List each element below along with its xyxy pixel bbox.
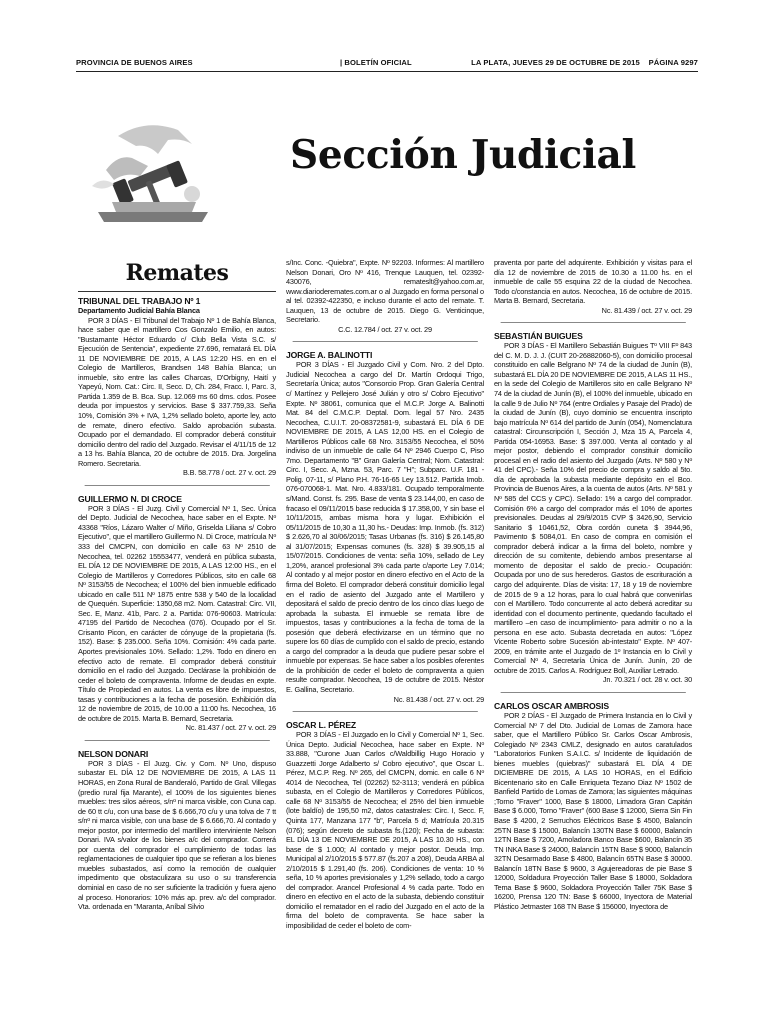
notice-body: POR 3 DÍAS - El Juzg. Civ. y Com. Nº Uno, dispuso subastar EL DÍA 12 DE NOVIEMBRE DE 2015, A LAS 11 HORAS, en Zona Rural de Banderaló, Partido de Gral. Villegas (predio rural fija Marante), el 100% de los siguientes bienes muebles: tres silos aéreos, s/nº ni marca visible, con Cuna cap. de 60 tt c/u, con una base de $ 6.666,70 c/u y una tolva de 7 tt s/nº ni marca visible, con una base de $ 6.666,70. Al contado y mejor postor, por intermedio del martillero interviniente Nelson Donari. IVA s/valor de los bienes a/c del comprador. Correrá por cuenta del comprador el cumplimiento de todas las reglamentaciones de cualquier tipo que se refieran a los bienes muebles subastados, así como la remoción de cualquier impedimento que obstaculizara su uso o su transferencia dominial en caso de no ser suficiente la tradición y fuera ajeno al proceso. Honorarios: 10% más ap. prev. a/c del comprador. Vta. ordenada en "Maranta, Aníbal Silvio (78, 758, 276, 912)
notice-heading: SEBASTIÁN BUIGUES (494, 331, 583, 342)
notice-signature: B.B. 58.778 / oct. 27 v. oct. 29 (182, 468, 276, 478)
notice-heading: OSCAR L. PÉREZ (286, 720, 356, 731)
notice-signature: Nc. 81.437 / oct. 27 v. oct. 29 (185, 723, 276, 733)
notice-heading: GUILLERMO N. DI CROCE (78, 493, 182, 504)
notice-body: POR 3 DÍAS - El Juzg. Civil y Comercial Nº 1, Sec. Única del Depto. Judicial de Necochea, hace saber en el Expte. Nº 43368 "Ríos, Lázaro Walter c/ Miño, Griselda Liliana s/ Cobro Ejecutivo", que el martillero Guillermo N. Di Croce, matrícula Nº 333 del CMCPN, con domicilio en calle 63 Nº 2510 de Necochea, tel. 02262 15553477, venderá en pública subasta, EL DÍA 12 DE NOVIEMBRE DE 2015, A LAS 12:00 HS., en el Colegio de Martilleros y Corredores Públicos, sito en calle 68 Nº 3153/55 de Necochea; el 100% del bien inmueble edificado ubicado en calle 511 Nº 1875 entre 538 y 540 de la localidad de Quequén. Superficie: 1350,68 m2. Nom. Catastral: Circ. VII, Sec. E, Manz. 41b, Parc. 2 a. Partida: 076-90603. Matrícula: 47195 del Partido de Necochea (076). Ocupado por el Sr. Crisanto Picon, en carácter de cónyuge de la propietaria (fs. 152). Base: $ 235.000. Seña 10%. Comisión: 4% cada parte. Aportes previsionales 10%. Sellado: 1,2%. Todo en dinero en efectivo acto de remate. El comprador deberá constituir domicilio en el radio del Juzgado. Declárase la prohibición de ceder el boleto de compraventa. Informe de deudas en expte. Título de Propiedad en autos. La venta es libre de impuestos, tasas y contribuciones a la fecha de posesión. Exhibición día 12 de noviembre de 2015, de 10.00 a 11:00 hs. Necochea, 16 de octubre de 2015. Marta B. Bernard, Secretaria. (78, 503, 276, 723)
bulletin-label: | BOLETÍN OFICIAL (340, 58, 412, 67)
notice-continuation: s/Inc. Conc. -Quiebra", Expte. Nº 92203. Informes: Al martillero Nelson Donari, Oro Nº 416, Trenque Lauquen, tel. 02392-430076, remateslt@yahoo.com.ar, www.diarioderemates.com.ar o al Juzgado en forma personal o al tel. 02392-422350, e incluso durante el acto del remate. T. Lauquen, 13 de octubre de 2015. Diego G. Venticinque, Secretario. (286, 258, 484, 325)
notice-body: POR 2 DÍAS - El Juzgado de Primera Instancia en lo Civil y Comercial Nº 7 del Dto. Judicial de Lomas de Zamora hace saber, que el Martillero Público Sr. Carlos Oscar Ambrosis, Colegiado Nº 2343 CMLZ, designado en autos caratulados "Laboratorios Funken S.A.I.C. s/ Incidente de liquidación de bienes muebles (quiebras)" subastará EL DÍA 4 DE DICIEMBRE DE 2015, A LAS 10 HORAS, en el Edificio Bicentenario sito en Calle Enriqueta Tezano Diaz Nº 1502 de Banfield Partido de Lomas de Zamora; las siguientes máquinas ;Torno "Fraver" 1000, Base $ 18000, Limadora Gran Capitán Base $ 6.000, Torno "Fraver" (600 Base $ 12000, Sierra Sin Fin Base $ 4200, 2 Serruchos Eléctricos Base $ 4500, Balancín 25TN Base $ 15000, Balancín 130TN Base $ 60000, Balancín 12TN Base $ 7200, Amoladora Banco Base $600, Balancín 35 TN INKA Base $ 24000, Balancín 15TN Base $ 9000, Balancín 32TN Desarmado Base $ 4800, Balancín 65TN Base $ 30000. Balancín 18TN Base $ 9600, 3 Agujereadoras de pie Base $ 12000, Soldadura Proyección Taller Base $ 18000, Soldadora Tema Base $ 9600, Soldadora Proyección Taller 75K Base $ 16200, Prensa 120 TN: Base $ 66000, Inyectora de Material Plástico Jetmaster 168 TN Base $ 156000, Inyectora de (494, 710, 692, 911)
remates-heading: Remates (125, 260, 229, 286)
notice-body: POR 3 DÍAS - El Martillero Sebastián Buigues Tº VIII Fº 843 del C. M. D. J. J. (CUIT 20-26882060-5), con domicilio procesal constituido en calle Belgrano Nº 74 de la ciudad de Junín (B), subastará EL DÍA 20 DE NOVIEMBRE DE 2015, A LAS 11 HS., en la sede del Colegio de Martilleros sito en calle Belgrano Nº 74 de la ciudad de Junín (B), el 100% del inmueble, ubicado en la calle 9 de Julio Nº 764 (entre Ordiales y Pasaje del Prado) de la ciudad de Junín (B), cuyo dominio se encuentra inscripto bajo matrícula Nº 614 del partido de Junín (054), Nomenclatura catastral: Circunscripción I, Sección J, Mza 15 A, Parcela 4, Partida 054-16953. Base: $ 397.000. Venta al contado y al mejor postor, debiendo el comprador constituir domicilio procesal en el radio del asiento del Juzgado (Arts. Nº 580 y Nº 41 del CPC).- Seña 10% del precio de compra y saldo al 5to. día de aprobada la subasta mediante depósito en el Bco. Provincia de Buenos Aires, a la cuenta de autos (Arts. Nº 581 y Nº 585 del CCS y CPC). Sellado: 1% a cargo del comprador. Comisión 6% a cargo del comprador más el 10% de aportes previsionales. Deudas al 29/9/2015 CVP $ 3426,90, Servicio Sanitario $ 10461,52, Obra cordón cuneta $ 3944,96, Pavimento $ 5084,01. En caso de compra en comisión el comprador deberá indicar a la firma del boleto, nombre y dirección de su comitente, debiendo ambos presentarse al momento de depositar el saldo de precio.- Ocupación: Ocupada por uno de sus herederos. Gastos de escrituración a cargo del adquirente. Días de visita: 17, 18 y 19 de noviembre de 2015 de 9 a 12 horas, para lo cual habrá que convenirlas con el Martillero. Todo concurrente al acto deberá acreditar su identidad con el documento pertinente, quedando facultado el martillero –en caso de incumplimiento- para admitir o no a la persona en ese acto. Subasta decretada en autos: "López Vicente Roberto sobre Sucesión ab-intestato" Expte. Nº 407-2009, en trámite ante el Juzgado de 1º Instancia en lo Civil y Comercial Nº 4, Secretaría Única de Junín. Junín, 20 de octubre de 2015. Carlos A. Rodríguez Boll, Auxiliar Letrado. (494, 341, 692, 675)
notice-heading: NELSON DONARI (78, 748, 149, 759)
page-number: PÁGINA 9297 (648, 58, 698, 67)
notice-heading: JORGE A. BALINOTTI (286, 350, 373, 361)
notice-body: POR 3 DÍAS - El Tribunal del Trabajo Nº 1 de Bahía Blanca, hace saber que el martillero Cos Gonzalo Emilio, en autos: "Bustamante Héctor Eduardo c/ Club Bella Vista S.C. s/ Ejecución de Sentencia", expediente 27.696, rematará EL DÍA 11 DE NOVIEMBRE DE 2015, A LAS 12:20 HS. en en el Colegio de Martilleros, Brandsen 148 Bahía Blanca; un inmueble, sito entre las calles Charcas, D'Orbigny, Haití y Yapeyú, Nom. Cat.: Circ. II, Secc. D, Ch. 284, Fracc. I, Parc. 3, Partida 1.359 de B. Bca. Sup. 12.069 ms 60 dms. cdos. Posee deuda por impuestos y servicios. Base $ 337.759,33. Seña 10%, Comisión 3% + IVA, 1,2% sellado boleto, aporte ley, acto de remate, dinero efectivo. Saldo aprobación subasta. Ocupado por el demandado. El comprador deberá constituir domicilio dentro del radio del Juzgado. Revisar el 4/11/15 de 12 a 13 hs. Bahía Blanca, 20 de octubre de 2015. Dra. Jorgelina Romero. Secretaria. (78, 315, 276, 468)
notice-body: POR 3 DÍAS - El Juzgado Civil y Com. Nro. 2 del Dpto. Judicial Necochea a cargo del Dr. Martín Ordoqui Trigo, Secretaría Única; autos "Consorcio Prop. Gran Galería Central c/ Martínez y Pellejero José Julián y otro s/ Cobro Ejecutivo" Expte. Nº 38061, comunica que el M.C.P. Jorge A. Balinotti Mat. 84 del C.M.C.P. Deptal. Dom. legal 57 Nro. 2435 Necochea, C.U.I.T. 20-08372581-9, subastará EL DÍA 6 DE NOVIEMBRE DE 2015, A LAS 12,00 HS. en el Colegio de Martilleros Públicos calle 68 Nro. 3153/55 Necochea, el 50% indiviso de un inmueble de calle 64 Nº 2946 Cuerpo C, Piso 7mo. Departamento "B" Gran Galería Central; Nom. Catastral: Circ. I, Secc. A, Mzna. 53, Parc. 7 "H"; Subparc. U.F. 181 - Polig. 07-11, s/ Plano P.H. 76-16-65 Ley 13.512. Partida Imob. 076-070068-1. Mat. Nro. 4.833/181. Ocupado temporalmente s/Mand. Const. fs. 295. Base de venta $ 23.144,00, en caso de fracaso el 09/11/2015 base reducida $ 17.358,00, Y sin base el 10/11/2015, ambas misma hora y lugar. Exhibición el 05/11/2015 de 10,30 a 11,30 hs.- Deudas: Imp. Inmob. (fs. 312) $ 2.626,70 al 30/06/2015; Tasas Urbanas (fs. 316) $ 26.145,80 al 31/07/2015; Expensas comunes (fs. 328) $ 39.905,15 al 15/07/2015. Condiciones de venta: seña 10%, sellado de Ley 1,20%, arancel profesional 3% cada parte c/aporte Ley 7.014; Al contado y al mejor postor en dinero efectivo en el Acto de la firma del Boleto. El comprador deberá constituir domicilio legal en el radio de asiento del Juzgado ante el Martillero y depositará el saldo de precio dentro de los cinco días luego de aprobada la subasta. El inmueble se remata libre de impuestos, tasas y contribuciones a la fecha de toma de la posesión que deberá efectivizarse en un término que no supere los 60 días de cumplido con el saldo de precio, estando a cargo del comprador a la deuda que pudiere pesar sobre el inmueble por expensas. Se hace saber a los posibles oferentes de la prohibición de ceder el boleto de compraventa a quien resulte comprador. Necochea, 19 de octubre de 2015. Néstor E. Gallina, Secretario. (286, 360, 484, 694)
notice-separator: ——————————————————————————— (500, 317, 686, 327)
notice-continuation: praventa por parte del adquirente. Exhibición y visitas para el día 12 de noviembre de 2015 de 10.30 a 11.00 hs. en el inmueble de calle 55 esquina 22 de la ciudad de Necochea. Todo c/constancia en autos. Necochea, 16 de octubre de 2015. Marta B. Bernard, Secretaria. (494, 258, 692, 306)
notice-heading: TRIBUNAL DEL TRABAJO Nº 1 (78, 296, 201, 306)
notice-signature: Jn. 70.321 / oct. 28 v. oct. 30 (602, 675, 692, 685)
date-page-label (471, 58, 698, 67)
notice-signature: Nc. 81.438 / oct. 27 v. oct. 29 (393, 694, 484, 704)
column-1 (78, 258, 276, 912)
notice-separator: ——————————————————————————— (292, 706, 478, 716)
notice-body: POR 3 DÍAS - El Juzgado en lo Civil y Comercial Nº 1, Sec. Única Depto. Judicial Necochea, hace saber en Expte. Nº 33.888, "Curone Juan Carlos c/Waldbillig Hugo Horacio y Guazzetti Jorge Adalberto s/ Cobro ejecutivo", que Oscar L. Pérez, M.C.P. Reg. Nº 265, del CMCPN, domic. en calle 6 Nº 4014 de Necochea, Tel (02262) 52-3113; venderá en pública subasta, en el Colegio de Martilleros y Corredores Públicos, calle 68 Nº 3153/55 de Necochea; el 25% del bien inmueble (lote baldío) de 195,50 m2, datos catastrales: Circ. I, Secc. F, Quinta 177, Manzana 177 "b", Parcela 5 d; Matrícula 20.315 (076); según decreto de subasta fs.(120); Fecha de subasta: EL DÍA 13 DE NOVIEMBRE DE 2015, A LAS 10.30 HS., con base de $ 1.000; Al contado y mejor postor. Deuda Imp. Municipal al 2/10/2015 $ 577.87 (fs.207 a 208), Deuda ARBA al 2/10/2015 $ 1.291,40 (fs. 206). Condiciones de venta: 10 % seña, 10 % aportes previsionales y 1,2% sellado, todo a cargo del comprador. Arancel Profesional 4 % cada parte. Todo en dinero en efectivo en el acto de la subasta, debiendo constituir domicilio el rematador en el radio del Juzgado en el acto de la firma del boleto de compraventa. Se hace saber la imposibilidad de ceder el boleto de com- (286, 730, 484, 930)
title-rule (78, 291, 276, 292)
date-label: LA PLATA, JUEVES 29 DE OCTUBRE DE 2015 (471, 58, 640, 67)
judicial-gavel-icon (88, 114, 218, 232)
notice-signature: C.C. 12.784 / oct. 27 v. oct. 29 (338, 324, 432, 334)
notice-heading: CARLOS OSCAR AMBROSIS (494, 700, 609, 711)
section-title: Sección Judicial (290, 132, 636, 178)
header-divider (76, 71, 698, 72)
notice-signature: Nc. 81.439 / oct. 27 v. oct. 29 (601, 305, 692, 315)
notice-separator: ——————————————————————————— (292, 336, 478, 346)
notice-separator: ——————————————————————————— (84, 479, 270, 489)
province-label: PROVINCIA DE BUENOS AIRES (76, 58, 193, 67)
notice-subheading: Departamento Judicial Bahía Blanca (78, 306, 200, 315)
notice-separator: ——————————————————————————— (500, 686, 686, 696)
column-3 (494, 258, 692, 911)
column-2 (286, 258, 484, 931)
notice-separator: ——————————————————————————— (84, 734, 270, 744)
